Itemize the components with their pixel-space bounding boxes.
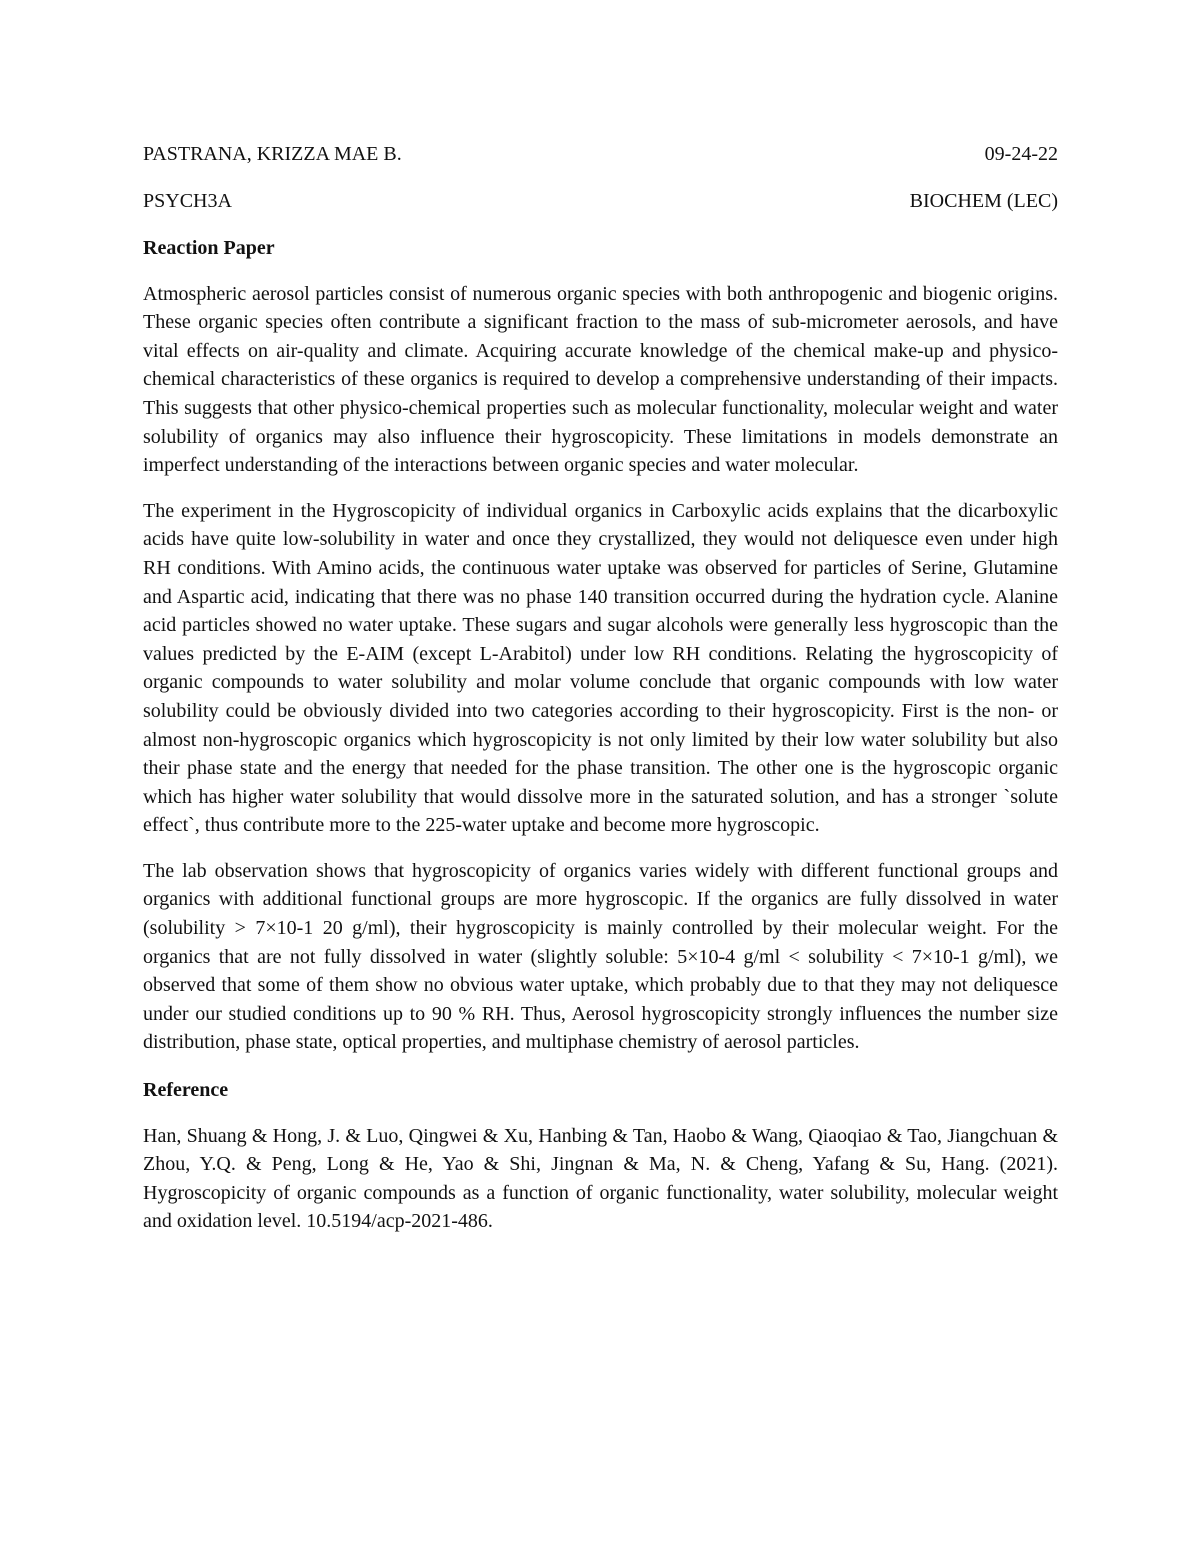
- document-page: [143, 140, 1058, 1253]
- header-row-2: [143, 187, 1058, 215]
- paragraph-experiment: The experiment in the Hygroscopicity of individual organics in Carboxylic acids explains that the dicarboxylic acids have quite low-solubility in water and once they crystallized, they would not deliquesce even under high RH conditions. With Amino acids, the continuous water uptake was observed for particles of Serine, Glutamine and Aspartic acid, indicating that there was no phase 140 transition occurred during the hydration cycle. Alanine acid particles showed no water uptake. These sugars and sugar alcohols were generally less hygroscopic than the values predicted by the E-AIM (except L-Arabitol) under low RH conditions. Relating the hygroscopicity of organic compounds to water solubility and molar volume conclude that organic compounds with low water solubility could be obviously divided into two categories according to their hygroscopicity. First is the non- or almost non-hygroscopic organics which hygroscopicity is not only limited by their low water solubility but also their phase state and the energy that needed for the phase transition. The other one is the hygroscopic organic which has higher water solubility that would dissolve more in the saturated solution, and has a stronger `solute effect`, thus contribute more to the 225-water uptake and become more hygroscopic.: [143, 499, 1058, 837]
- paragraph-intro: Atmospheric aerosol particles consist of numerous organic species with both anthropogenic and biogenic origins. These organic species often contribute a significant fraction to the mass of sub-micrometer aerosols, and have vital effects on air-quality and climate. Acquiring accurate knowledge of the chemical make-up and physico-chemical characteristics of these organics is required to develop a comprehensive understanding of their impacts. This suggests that other physico-chemical properties such as molecular functionality, molecular weight and water solubility of organics may also influence their hygroscopicity. These limitations in models demonstrate an imperfect understanding of the interactions between organic species and water molecular.: [143, 282, 1058, 477]
- header-row-1: [143, 140, 1058, 168]
- reference-heading: Reference: [143, 1079, 229, 1102]
- document-title: Reaction Paper: [143, 237, 275, 259]
- author-name: PASTRANA, KRIZZA MAE B.: [143, 143, 402, 165]
- document-date: 09-24-22: [984, 143, 1058, 165]
- class-section: PSYCH3A: [143, 190, 232, 212]
- course-name: BIOCHEM (LEC): [909, 190, 1058, 212]
- reference-citation: Han, Shuang & Hong, J. & Luo, Qingwei & Xu, Hanbing & Tan, Haobo & Wang, Qiaoqiao & Tao, Jiangchuan & Zhou, Y.Q. & Peng, Long & He, Yao & Shi, Jingnan & Ma, N. & Cheng, Yafang & Su, Hang. (2021). Hygroscopicity of organic compounds as a function of organic functionality, water solubility, molecular weight and oxidation level. 10.5194/acp-2021-486.: [143, 1124, 1058, 1233]
- paragraph-observation: The lab observation shows that hygroscopicity of organics varies widely with different functional groups and organics with additional functional groups are more hygroscopic. If the organics are fully dissolved in water (solubility > 7×10-1 20 g/ml), their hygroscopicity is mainly controlled by their molecular weight. For the organics that are not fully dissolved in water (slightly soluble: 5×10-4 g/ml < solubility < 7×10-1 g/ml), we observed that some of them show no obvious water uptake, which probably due to that they may not deliquesce under our studied conditions up to 90 % RH. Thus, Aerosol hygroscopicity strongly influences the number size distribution, phase state, optical properties, and multiphase chemistry of aerosol particles.: [143, 859, 1058, 1054]
